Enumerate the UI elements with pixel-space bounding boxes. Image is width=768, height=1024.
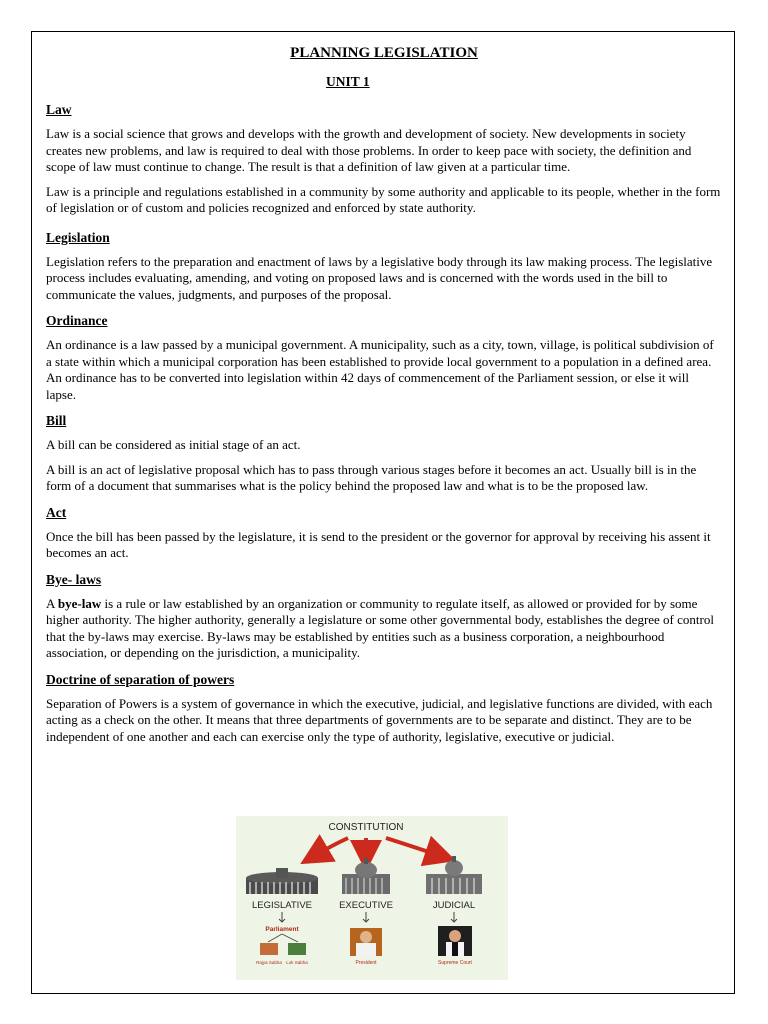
diagram-parliament-label: Parliament: [265, 926, 299, 933]
parliament-building-icon: [246, 868, 318, 894]
separation-paragraph: Separation of Powers is a system of governance in which the executive, judicial, and legislative functions are divided, with each acting as a check on the other. It means that three departments of governments are to be separate and distinct. They are to be independent of one another and each can exercise only the type of authority, legislative, executive or judicial.: [46, 695, 713, 744]
heading-ordinance: Ordinance: [46, 313, 108, 328]
rajya-sabha-image: [260, 943, 278, 955]
heading-act: Act: [46, 504, 67, 520]
bye-law-term: bye-law: [57, 595, 102, 611]
heading-separation-of-powers: Doctrine of separation of powers: [46, 671, 235, 687]
judicial-building-icon: [426, 856, 482, 894]
bye-laws-pre: A: [46, 595, 58, 611]
bye-laws-paragraph: [46, 596, 722, 662]
diagram-constitution-label: CONSTITUTION: [328, 822, 404, 833]
arrow-to-judicial: [386, 838, 441, 856]
executive-building-icon: [342, 858, 390, 894]
diagram-executive-label: EXECUTIVE: [339, 900, 393, 911]
down-arrow-executive: [363, 912, 369, 922]
down-arrow-judicial: [451, 912, 457, 922]
rajya-sabha-label: Rajya Sabha: [256, 960, 282, 965]
bill-paragraph-2: A bill is an act of legislative proposal which has to pass through various stages before it becomes an act. Usually bill is in the form of a document that summarises what is the policy behind the proposed law and what is to be the proposed law.: [46, 461, 697, 493]
diagram-supreme-court-label: Supreme Court: [438, 960, 472, 966]
down-arrow-legislative: [279, 912, 285, 922]
document-title: PLANNING LEGISLATION: [290, 45, 478, 61]
arrow-to-legislative: [314, 838, 348, 856]
president-portrait: [350, 928, 382, 956]
ordinance-paragraph: An ordinance is a law passed by a municipal government. A municipality, such as a city, town, village, is political subdivision of a state within which a municipal corporation has been established to provide local government to a population in a defined area. An ordinance has to be converted into legislation within 42 days of commencement of the Parliament session, or else it will lapse.: [46, 337, 714, 402]
heading-law: Law: [46, 102, 72, 117]
diagram-president-label: President: [355, 960, 377, 966]
diagram-judicial-label: JUDICIAL: [432, 900, 476, 911]
heading-bye-laws: Bye- laws: [46, 571, 102, 587]
diagram-legislative-label: LEGISLATIVE: [251, 900, 313, 911]
unit-label: UNIT 1: [326, 74, 370, 89]
heading-bill: Bill: [46, 413, 67, 428]
judge-portrait: [438, 926, 472, 956]
document-body: [46, 44, 722, 745]
legislation-paragraph: Legislation refers to the preparation and enactment of laws by a legislative body through its law making process. The legislative process includes evaluating, amending, and voting on proposed laws and is concerned with the words used in the bill to communicate the values, judgments, and purposes of the proposal.: [46, 253, 713, 302]
parliament-branch-lines: [268, 934, 298, 942]
heading-legislation: Legislation: [46, 229, 110, 245]
diagram-svg: [236, 816, 508, 980]
law-paragraph-1: Law is a social science that grows and develops with the growth and development of society. New developments in society creates new problems, and law is required to deal with those problems. In order to keep pace with society, the definition and scope of law must continue to change. The result is that a definition of law given at a particular time.: [46, 126, 692, 174]
bye-laws-post: is a rule or law established by an organization or community to regulate itself, as allowed or provided for by some higher authority. The higher authority, generally a legislature or some other governmental body, establishes the degree of control that the by-laws may exercise. By-laws may be established by entities such as a business corporation, a neighbourhood association, or depending on the jurisdiction, a municipality.: [46, 595, 714, 660]
lok-sabha-image: [288, 943, 306, 955]
law-paragraph-2: Law is a principle and regulations established in a community by some authority and applicable to its people, whether in the form of legislation or of custom and policies recognized and enforced by state authority.: [46, 183, 721, 215]
bill-paragraph-1: A bill can be considered as initial stage of an act.: [46, 437, 301, 452]
separation-of-powers-diagram: [236, 816, 508, 980]
lok-sabha-label: Lok Sabha: [286, 960, 308, 965]
act-paragraph: Once the bill has been passed by the legislature, it is send to the president or the governor for approval by receiving his assent it becomes an act.: [46, 528, 711, 560]
